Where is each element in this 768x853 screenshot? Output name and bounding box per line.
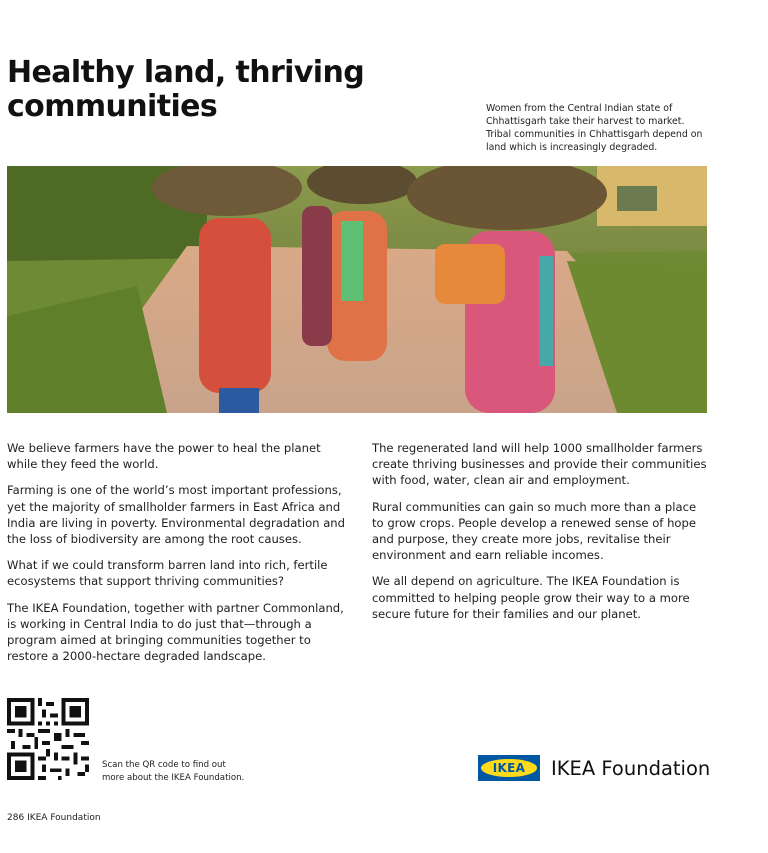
hero-photo xyxy=(7,166,707,413)
body-paragraph: The regenerated land will help 1000 smallholder farmers create thriving businesses and provide their communities with food, water, clean air and employment. xyxy=(372,441,707,488)
qr-code-graphic xyxy=(7,698,89,780)
body-paragraph: Farming is one of the world’s most important professions, yet the majority of smallholder farmers in East Africa and India are living in poverty. Environmental degradation and the loss of biodiversity are among the root causes. xyxy=(7,483,346,547)
logo-oval xyxy=(481,759,537,777)
photo-caption: Women from the Central Indian state of Chhattisgarh take their harvest to market. Tribal communities in Chhattisgarh depend on land which is increasingly degraded. xyxy=(486,103,703,153)
body-paragraph: Rural communities can gain so much more than a place to grow crops. People develop a renewed sense of hope and purpose, they create more jobs, revitalise their environment and earn reliable incomes. xyxy=(372,499,697,563)
logo-label: IKEA Foundation xyxy=(551,756,711,780)
headline-line-2: communities xyxy=(7,89,218,124)
body-paragraph: We all depend on agriculture. The IKEA Foundation is committed to helping people grow their way to a more secure future for their families and our planet. xyxy=(372,574,690,621)
headline-line-1: Healthy land, thriving xyxy=(7,55,365,90)
body-column-left xyxy=(7,440,347,674)
body-paragraph: The IKEA Foundation, together with partner Commonland, is working in Central India to do just that—through a program aimed at bringing communities together to restore a 2000-hectare degraded landscape. xyxy=(7,600,344,664)
body-paragraph: What if we could transform barren land into rich, fertile ecosystems that support thriving communities? xyxy=(7,558,328,589)
body-column-right xyxy=(372,440,708,632)
logo-wordmark: IKEA xyxy=(492,761,526,775)
ikea-foundation-logo xyxy=(478,754,710,782)
body-paragraph: We believe farmers have the power to heal the planet while they feed the world. xyxy=(7,441,321,472)
page-number: 286 xyxy=(7,813,25,823)
qr-note-line-1: Scan the QR code to find out xyxy=(102,760,226,770)
qr-note-line-2: more about the IKEA Foundation. xyxy=(102,772,245,783)
page-footer xyxy=(7,813,101,823)
footer-label: IKEA Foundation xyxy=(27,813,101,823)
headline xyxy=(7,56,427,124)
qr-code-icon[interactable] xyxy=(7,698,89,780)
women-carrying-harvest-illustration xyxy=(7,166,707,413)
ikea-logo-icon xyxy=(478,755,540,781)
qr-instructions xyxy=(102,759,272,784)
